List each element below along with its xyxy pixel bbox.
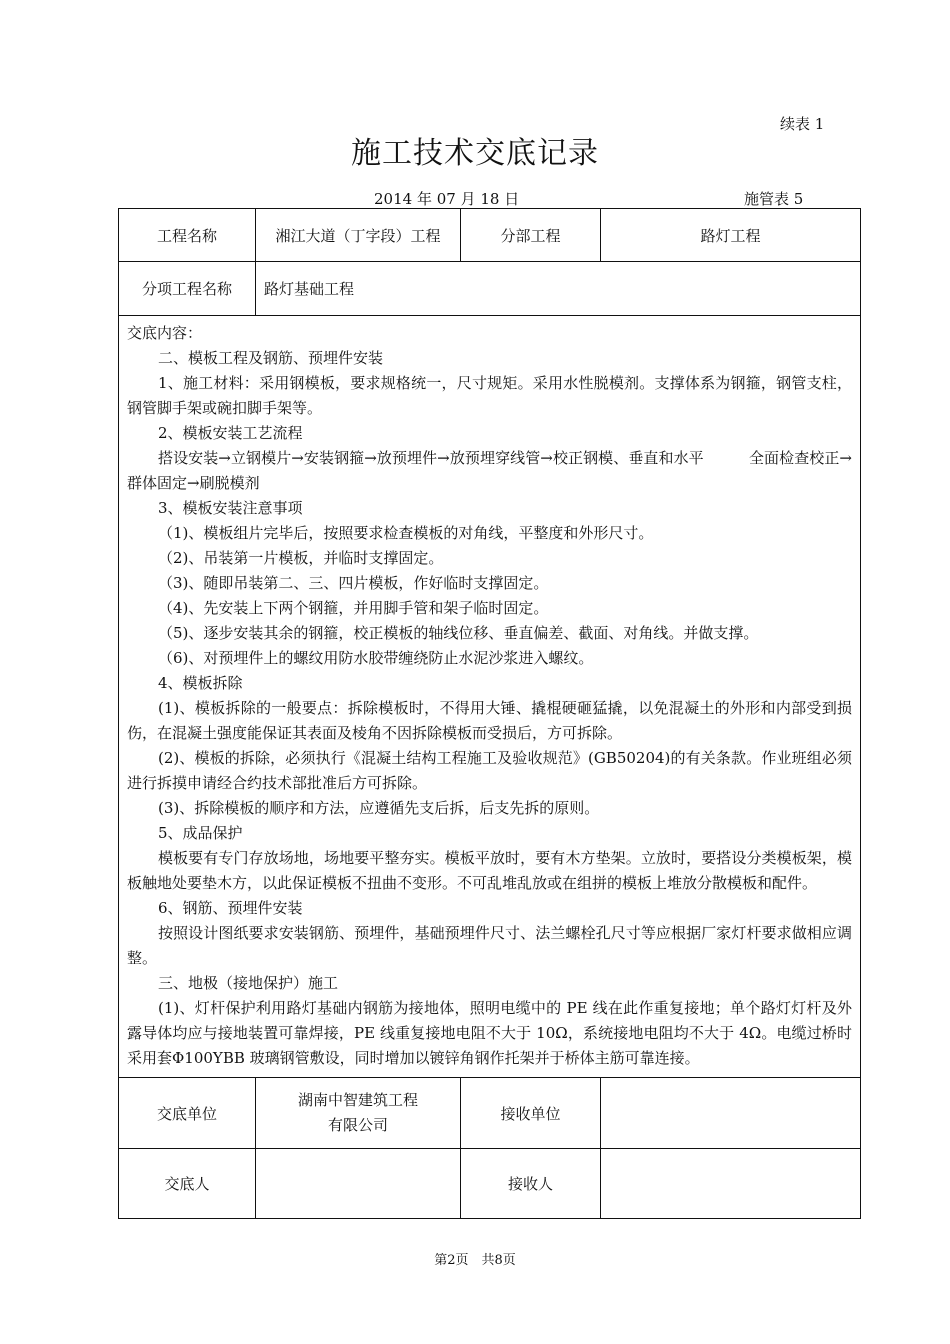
content-row xyxy=(119,316,861,1078)
content-paragraph: （3)、随即吊装第二、三、四片模板，作好临时支撑固定。 xyxy=(158,574,549,592)
form-number: 施管表 5 xyxy=(744,190,804,208)
receiver-label: 接收人 xyxy=(461,1149,601,1219)
content-cell xyxy=(119,316,861,1078)
content-paragraph: (3)、拆除模板的顺序和方法，应遵循先支后拆，后支先拆的原则。 xyxy=(158,799,600,817)
content-paragraph: （5)、逐步安装其余的钢箍，校正模板的轴线位移、垂直偏差、截面、对角线。并做支撑。 xyxy=(158,624,759,642)
content-paragraph: (1)、灯杆保护利用路灯基础内钢筋为接地体，照明电缆中的 PE 线在此作重复接地；单个路灯灯杆及外露导体均应与接地装置可靠焊接，PE 线重复接地电阻不大于 10Ω，系统接地电阻均不大于 4Ω。电缆过桥时采用套Φ100YBB 玻璃钢管敷设，同时增加以镀锌角钢作托架并于桥体主筋可靠连接。 xyxy=(127,999,852,1067)
division-label: 分部工程 xyxy=(461,209,601,262)
subitem-label: 分项工程名称 xyxy=(119,262,256,316)
content-paragraph: （4)、先安装上下两个钢箍，并用脚手管和架子临时固定。 xyxy=(158,599,549,617)
subitem-value: 路灯基础工程 xyxy=(256,262,861,316)
disclosure-person-label: 交底人 xyxy=(119,1149,256,1219)
continuation-label: 续表 1 xyxy=(780,115,825,133)
content-paragraph: 6、钢筋、预埋件安装 xyxy=(158,899,303,917)
disclosure-unit-line: 有限公司 xyxy=(327,1116,388,1134)
content-paragraph: 按照设计图纸要求安装钢筋、预埋件，基础预埋件尺寸、法兰螺栓孔尺寸等应根据厂家灯杆要求做相应调整。 xyxy=(127,924,852,967)
content-paragraph: 2、模板安装工艺流程 xyxy=(158,424,303,442)
project-name-label: 工程名称 xyxy=(119,209,256,262)
content-paragraph: 模板要有专门存放场地，场地要平整夯实。模板平放时，要有木方垫架。立放时，要搭设分类模板架，模板触地处要垫木方，以此保证模板不扭曲不变形。不可乱堆乱放或在组拼的模板上堆放分散模板和配件。 xyxy=(127,849,852,892)
content-paragraph: 搭设安装→立钢模片→安装钢箍→放预埋件→放预埋穿线管→校正钢模、垂直和水平 全面检查校正→群体固定→刷脱模剂 xyxy=(127,449,852,492)
content-paragraph: 1、施工材料：采用钢模板，要求规格统一，尺寸规矩。采用水性脱模剂。支撑体系为钢箍，钢管支柱，钢管脚手架或碗扣脚手架等。 xyxy=(127,374,852,417)
content-paragraph: 4、模板拆除 xyxy=(158,674,243,692)
content-paragraph: (2)、模板的拆除，必须执行《混凝土结构工程施工及验收规范》(GB50204)的有关条款。作业班组必须进行拆摸申请经合约技术部批准后方可拆除。 xyxy=(127,749,852,792)
content-paragraph: （2)、吊装第一片模板，并临时支撑固定。 xyxy=(158,549,444,567)
page-title: 施工技术交底记录 xyxy=(351,136,599,171)
content-paragraph: （6)、对预埋件上的螺纹用防水胶带缠绕防止水泥沙浆进入螺纹。 xyxy=(158,649,594,667)
receiver-value xyxy=(601,1149,861,1219)
page-number: 第2页 共8页 xyxy=(434,1253,516,1268)
project-row xyxy=(119,209,861,262)
content-paragraph: 5、成品保护 xyxy=(158,824,243,842)
disclosure-form-table xyxy=(118,208,861,1219)
subitem-row xyxy=(119,262,861,316)
content-paragraph: （1)、模板组片完毕后，按照要求检查模板的对角线，平整度和外形尺寸。 xyxy=(158,524,654,542)
person-row xyxy=(119,1149,861,1219)
receiving-unit-value xyxy=(601,1078,861,1149)
content-label: 交底内容： xyxy=(127,324,203,342)
disclosure-unit-label: 交底单位 xyxy=(119,1078,256,1149)
document-date: 2014 年 07 月 18 日 xyxy=(374,190,520,208)
content-paragraph: 三、地极（接地保护）施工 xyxy=(158,974,339,992)
disclosure-person-value xyxy=(256,1149,461,1219)
content-paragraph: 3、模板安装注意事项 xyxy=(158,499,303,517)
receiving-unit-label: 接收单位 xyxy=(461,1078,601,1149)
content-paragraph: 二、模板工程及钢筋、预埋件安装 xyxy=(158,349,384,367)
unit-row xyxy=(119,1078,861,1149)
disclosure-unit-value xyxy=(256,1078,461,1149)
division-value: 路灯工程 xyxy=(601,209,861,262)
project-name-value: 湘江大道（丁字段）工程 xyxy=(256,209,461,262)
disclosure-unit-line: 湖南中智建筑工程 xyxy=(297,1091,418,1109)
content-paragraph: (1)、模板拆除的一般要点：拆除模板时，不得用大锤、撬棍硬砸猛撬，以免混凝土的外形和内部受到损伤，在混凝土强度能保证其表面及棱角不因拆除模板而受损后，方可拆除。 xyxy=(127,699,852,742)
